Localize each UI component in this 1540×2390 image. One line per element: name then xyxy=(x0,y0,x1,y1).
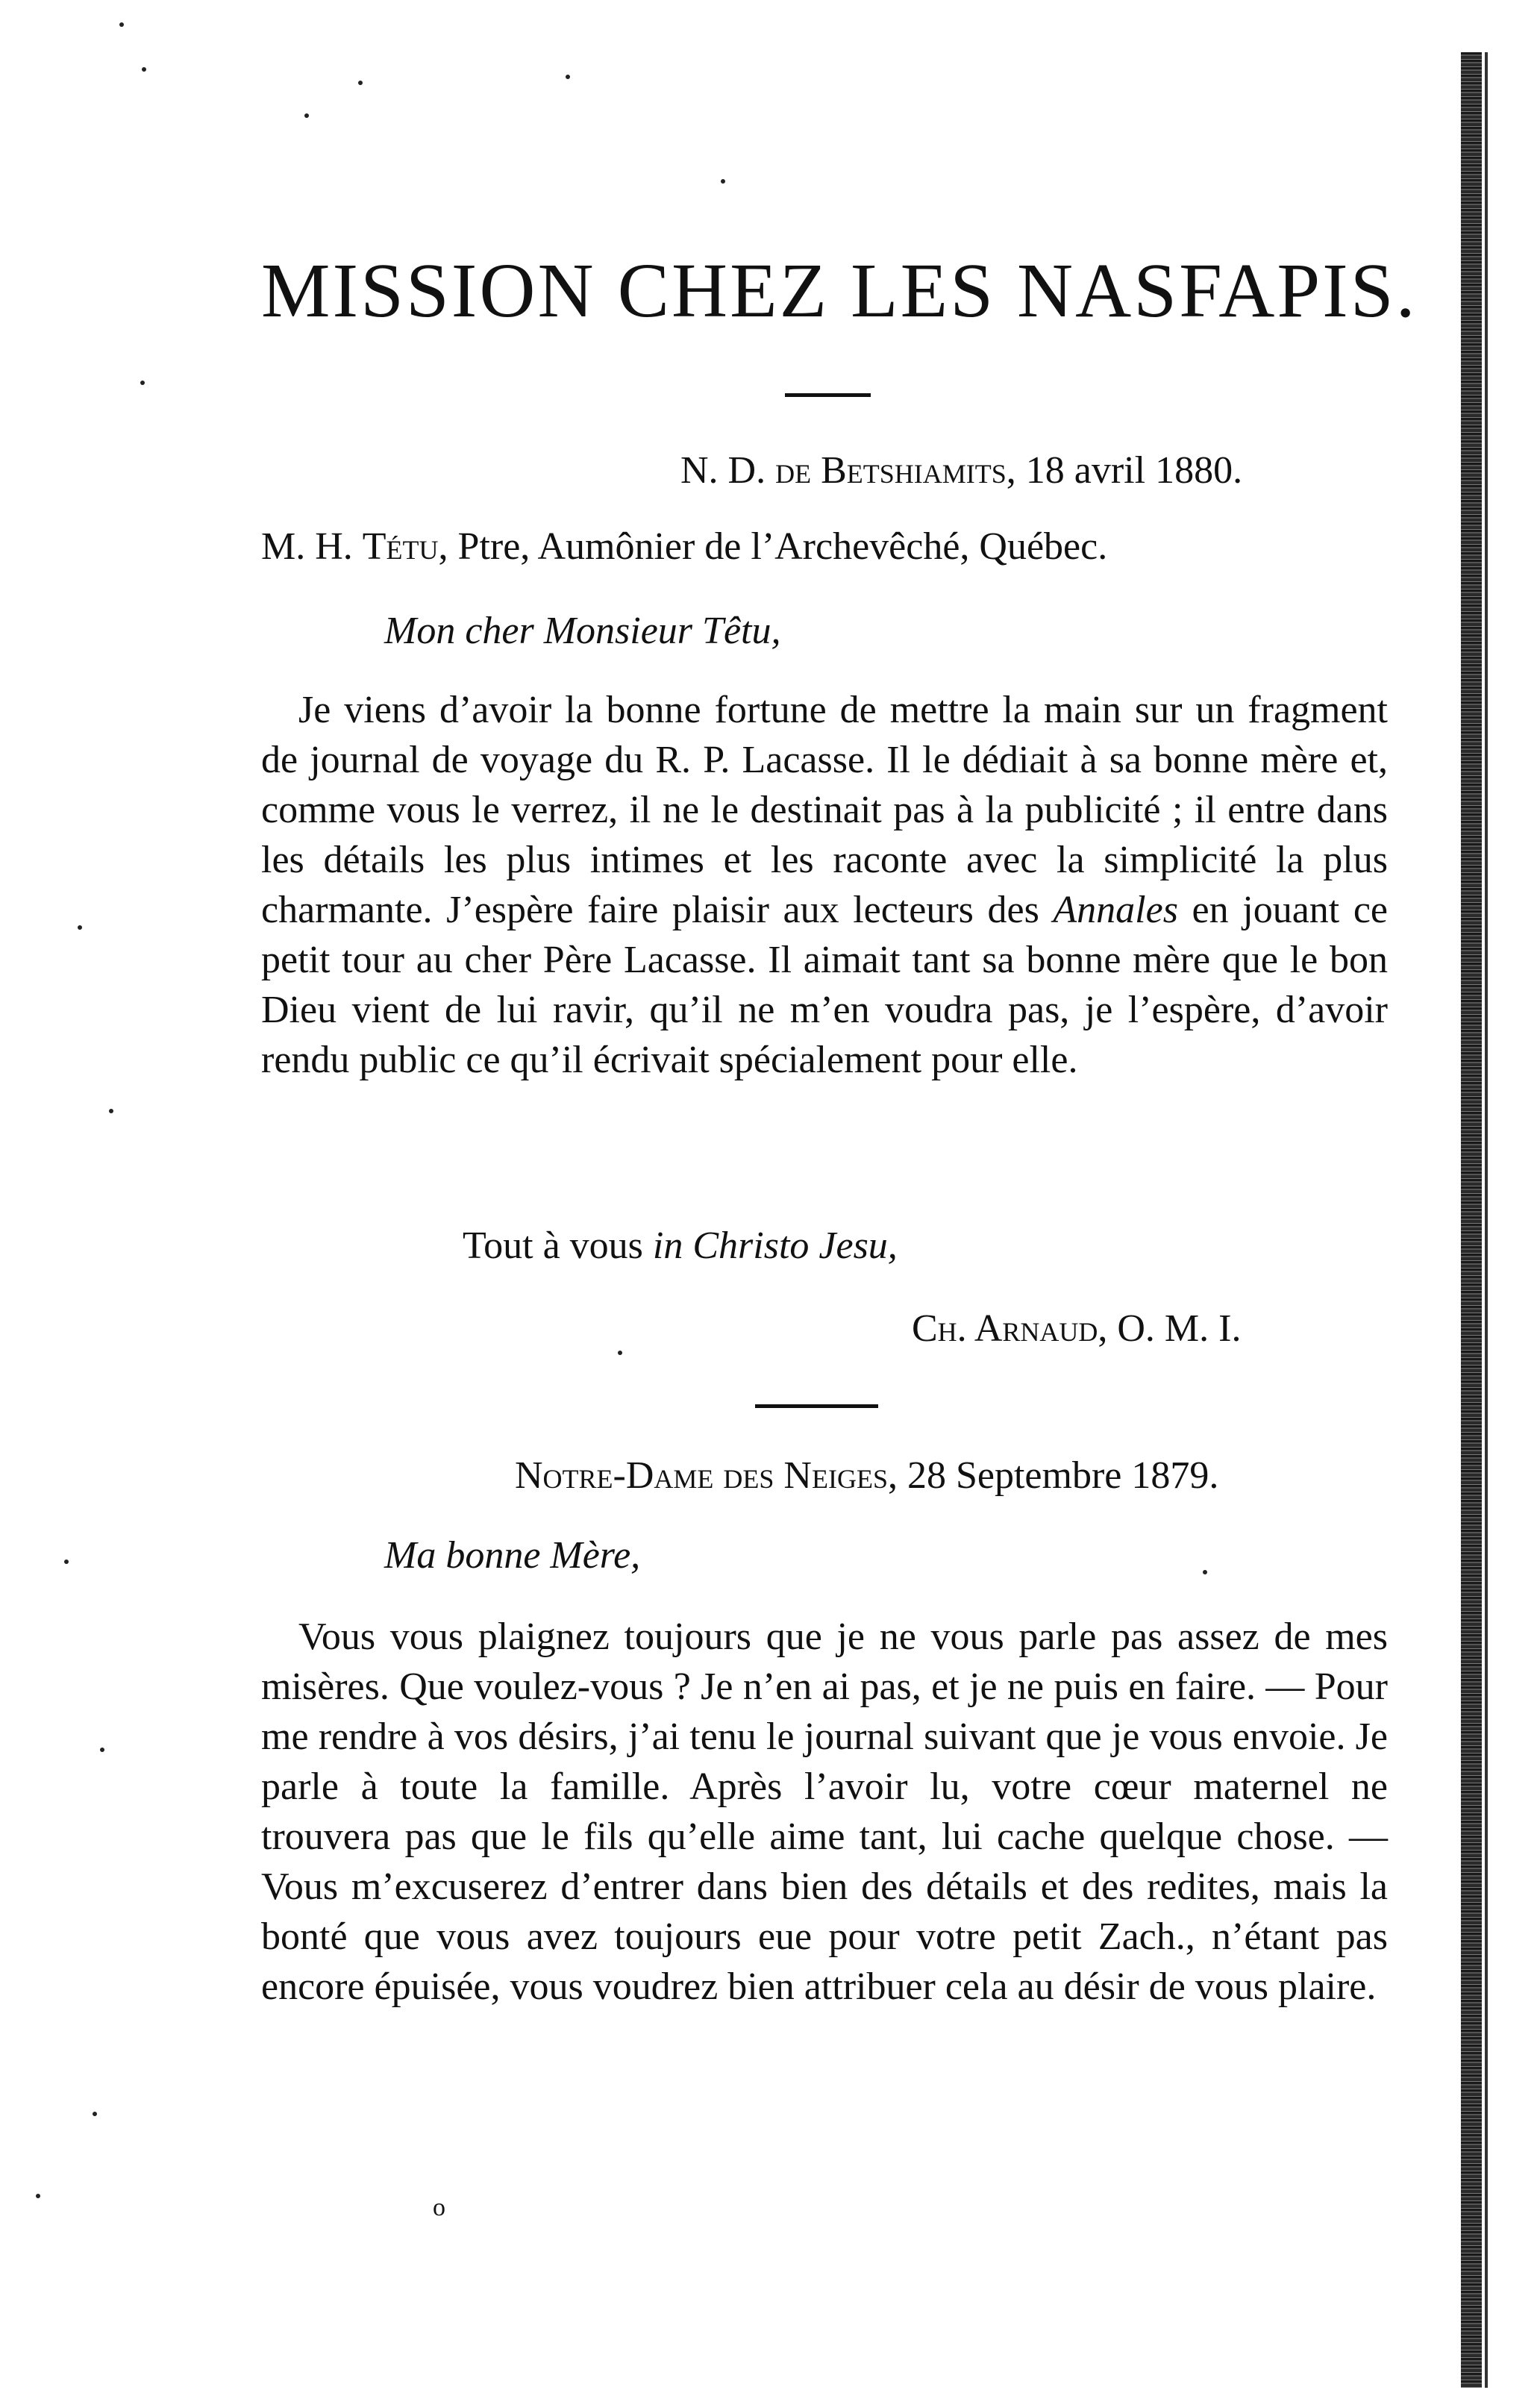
scan-speck xyxy=(100,1748,104,1752)
recipient-rest: , Ptre, Aumônier de l’Archevêché, Québec. xyxy=(438,525,1108,568)
scan-speck xyxy=(566,75,570,79)
letter-1-closing xyxy=(463,1221,898,1271)
recipient-prefix: M. H. xyxy=(261,525,363,568)
letter-1-body-italic: Annales xyxy=(1053,889,1178,931)
recipient-name: Tétu xyxy=(362,525,439,568)
letter-2-dateline xyxy=(515,1451,1218,1501)
closing-italic: in Christo Jesu, xyxy=(652,1224,898,1267)
letter-1-body-part-1: Je viens d’avoir la bonne fortune de mettre la main sur un fragment de journal de voyage du R. P. Lacasse. Il le dédiait à sa bonne mère et, comme vous le verrez, il ne le destinait pas à la publicité ; il entre dans les détails les plus intimes et les raconte avec la simplicité la plus charmante. J’espère faire plaisir aux lecteurs des xyxy=(261,689,1388,931)
letter-1-salutation: Mon cher Monsieur Têtu, xyxy=(384,610,781,652)
dateline-place: de Betshiamits xyxy=(775,449,1007,492)
scan-speck xyxy=(142,67,146,72)
letter-divider xyxy=(755,1404,878,1408)
page-title: MISSION CHEZ LES NASFAPIS. xyxy=(261,248,1418,334)
letter-1-body-part-2: en jouant ce petit tour au cher Père Lacasse. Il aimait tant sa bonne mère que le bon Dieu vient de lui ravir, qu’il ne m’en voudra pas, je l’espère, d’avoir rendu public ce qu’il écrivait spécialement pour elle. xyxy=(261,889,1388,1081)
title-divider xyxy=(785,393,871,397)
letter-1-signature xyxy=(912,1304,1241,1354)
scan-speck xyxy=(618,1351,622,1355)
scan-speck xyxy=(93,2112,97,2116)
closing-prefix: Tout à vous xyxy=(463,1224,653,1267)
signature-name: Ch. Arnaud xyxy=(912,1307,1098,1350)
letter-1-body xyxy=(261,685,1388,1085)
scan-speck xyxy=(140,381,145,385)
scan-speck xyxy=(1203,1570,1207,1574)
signature-rest: , O. M. I. xyxy=(1098,1307,1242,1350)
scan-speck xyxy=(36,2194,40,2198)
scan-speck xyxy=(64,1560,69,1564)
binding-line xyxy=(1485,52,1488,2388)
page-ornament: o xyxy=(433,2194,445,2221)
letter-1-dateline xyxy=(680,446,1242,495)
scan-speck xyxy=(721,179,725,184)
letter-2-body: Vous vous plaignez toujours que je ne vous parle pas assez de mes misères. Que voulez-vous ? Je n’en ai pas, et je ne puis en faire. — Pour me rendre à vos désirs, j’ai tenu le journal suivant que je vous envoie. Je parle à toute la famille. Après l’avoir lu, votre cœur maternel ne trouvera pas que le fils qu’elle aime tant, lui cache quelque chose. —Vous m’excuserez d’entrer dans bien des détails et des redites, mais la bonté que vous avez toujours eue pour votre petit Zach., n’étant pas encore épuisée, vous voudrez bien attribuer cela au désir de vous plaire. xyxy=(261,1615,1388,2008)
letter-2-salutation: Ma bonne Mère, xyxy=(384,1534,641,1577)
scan-speck xyxy=(78,925,82,930)
dateline-date: , 28 Septembre 1879. xyxy=(887,1454,1219,1497)
dateline-prefix: N. D. xyxy=(680,449,776,492)
dateline-place: Notre-Dame des Neiges xyxy=(515,1454,888,1497)
scan-speck xyxy=(358,81,363,85)
dateline-date: , 18 avril 1880. xyxy=(1006,449,1243,492)
binding-edge xyxy=(1461,52,1482,2388)
letter-1-recipient xyxy=(261,522,1107,572)
scan-speck xyxy=(304,113,309,118)
scan-speck xyxy=(109,1109,113,1113)
scan-speck xyxy=(119,22,124,27)
